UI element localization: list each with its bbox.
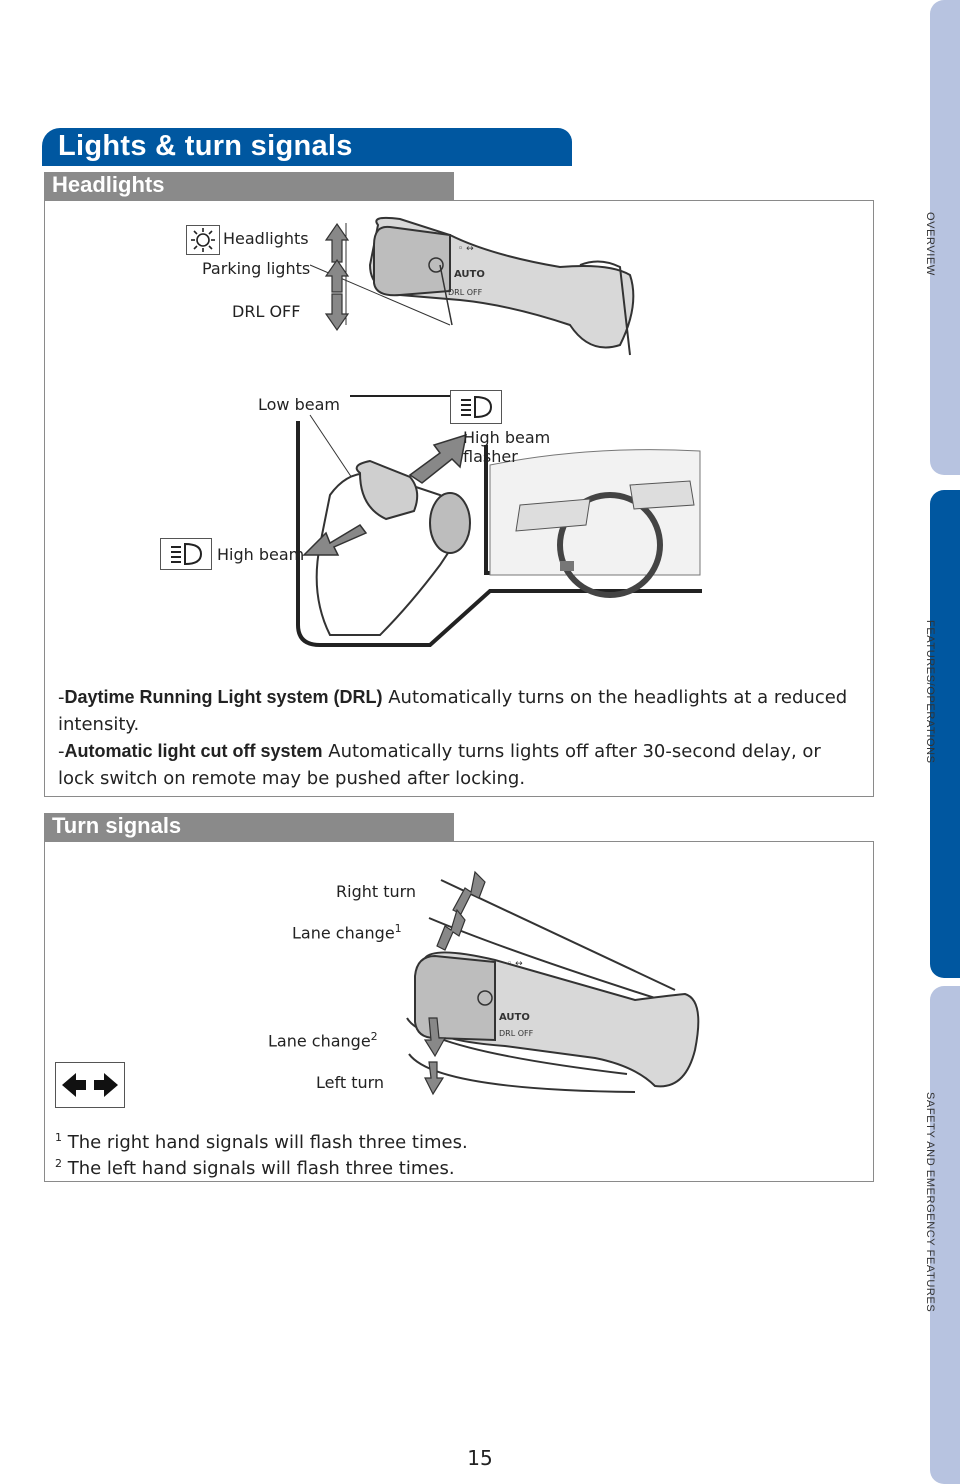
- svg-text:AUTO: AUTO: [454, 269, 485, 280]
- headlight-switch-arrows: [314, 222, 360, 332]
- headlights-heading: Headlights: [52, 172, 165, 197]
- svg-text:◦ ↔: ◦ ↔: [507, 959, 523, 969]
- label-right-turn: Right turn: [336, 882, 417, 901]
- label-drl-off: DRL OFF: [232, 302, 301, 321]
- drl-term: Daytime Running Light system (DRL): [64, 687, 383, 707]
- high-beam-icon: [160, 538, 212, 570]
- side-label-overview: OVERVIEW: [924, 212, 936, 276]
- label-lane-change-1: Lane change$^1$: [292, 922, 402, 943]
- label-low-beam: Low beam: [258, 395, 340, 414]
- label-high-beam-flasher-1: High beam: [463, 428, 551, 447]
- headlight-sun-icon: [186, 225, 220, 255]
- turn-signal-arrows-icon: [55, 1062, 125, 1108]
- svg-text:AUTO: AUTO: [499, 1012, 530, 1023]
- label-parking-lights: Parking lights: [202, 259, 311, 278]
- footnote-2: $^2$ The left hand signals will flash three times.: [55, 1157, 455, 1179]
- label-high-beam-flasher-2: flasher: [463, 447, 518, 466]
- label-headlights: Headlights: [223, 229, 309, 248]
- high-beam-flasher-icon: [450, 390, 502, 424]
- label-lane-change-2: Lane change$^2$: [268, 1030, 378, 1051]
- auto-cutoff-note: -Automatic light cut off system Automatically turns lights off after 30-second delay, or lock switch on remote may be pushed after locking.: [58, 741, 821, 789]
- svg-text:DRL OFF: DRL OFF: [448, 288, 483, 297]
- page-number: 15: [467, 1446, 493, 1470]
- svg-text:◦ ↔: ◦ ↔: [458, 244, 474, 254]
- label-high-beam: High beam: [217, 545, 305, 564]
- side-label-safety: SAFETY AND EMERGENCY FEATURES: [924, 1092, 936, 1313]
- auto-cutoff-term: Automatic light cut off system: [64, 741, 323, 761]
- drl-note: -Daytime Running Light system (DRL) Automatically turns on the headlights at a reduced intensity.: [58, 687, 848, 735]
- footnote-1: $^1$ The right hand signals will flash three times.: [55, 1131, 468, 1153]
- svg-text:DRL OFF: DRL OFF: [499, 1029, 534, 1038]
- turn-signals-heading: Turn signals: [52, 813, 182, 838]
- turn-signal-stalk-illustration: [395, 870, 715, 1100]
- label-left-turn: Left turn: [316, 1073, 385, 1092]
- page-title: Lights & turn signals: [58, 130, 353, 162]
- side-label-features: FEATURES/OPERATIONS: [924, 620, 936, 764]
